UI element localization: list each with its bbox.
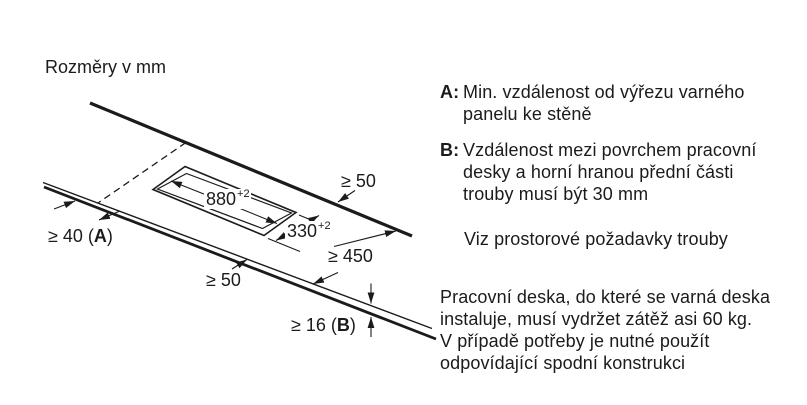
legend-a-line: panelu ke stěně [463, 104, 592, 124]
legend-b-line: trouby musí být 30 mm [463, 184, 649, 204]
oven-requirements-note: Viz prostorové požadavky trouby [464, 229, 728, 249]
thickness-prefix: ≥ 16 ( [291, 315, 337, 335]
side-clearance-label [48, 226, 113, 246]
paragraph-line: Pracovní deska, do které se varná deska [440, 287, 771, 307]
thickness-letter: B [336, 315, 350, 335]
cutout-width-value: 880 [206, 189, 237, 209]
legend-b-line: desky a horní hranou přední části [463, 162, 734, 182]
cutout-width-tolerance: +2 [237, 188, 250, 200]
paragraph-line: odpovídající spodní konstrukci [440, 353, 686, 373]
hidden-side-edge-dashed-line [98, 143, 186, 204]
paragraph-line: V případě potřeby je nutné použít [440, 331, 710, 351]
legend-item-a [440, 81, 744, 125]
cutout-depth-tolerance: +2 [318, 220, 331, 232]
thickness-label [291, 315, 356, 335]
legend-key-b: B: [440, 140, 460, 160]
legend-key-a: A: [440, 82, 460, 102]
cutout-depth-label [285, 221, 332, 241]
legend-item-b [440, 139, 756, 205]
front-clearance-label: ≥ 50 [206, 270, 241, 290]
dim-arrow-back-clearance [338, 191, 355, 203]
thickness-suffix: ) [349, 315, 356, 335]
worktop-back-edge-line [90, 103, 412, 236]
cutout-depth-value: 330 [287, 221, 318, 241]
legend-a-line: Min. vzdálenost od výřezu varného [463, 82, 745, 102]
side-clearance-suffix: ) [106, 226, 113, 246]
worktop-load-paragraph [440, 286, 770, 374]
paragraph-line: instaluje, musí vydržet zátěž asi 60 kg. [440, 309, 753, 329]
cutout-width-label [204, 189, 251, 209]
side-clearance-prefix: ≥ 40 ( [48, 226, 94, 246]
back-clearance-label: ≥ 50 [341, 171, 376, 191]
legend-b-line: Vzdálenost mezi povrchem pracovní [463, 140, 757, 160]
side-clearance-letter: A [93, 226, 107, 246]
worktop-depth-label: ≥ 450 [328, 246, 373, 266]
worktop-thickness-bottom-line [44, 187, 436, 339]
page-title: Rozměry v mm [45, 57, 166, 77]
